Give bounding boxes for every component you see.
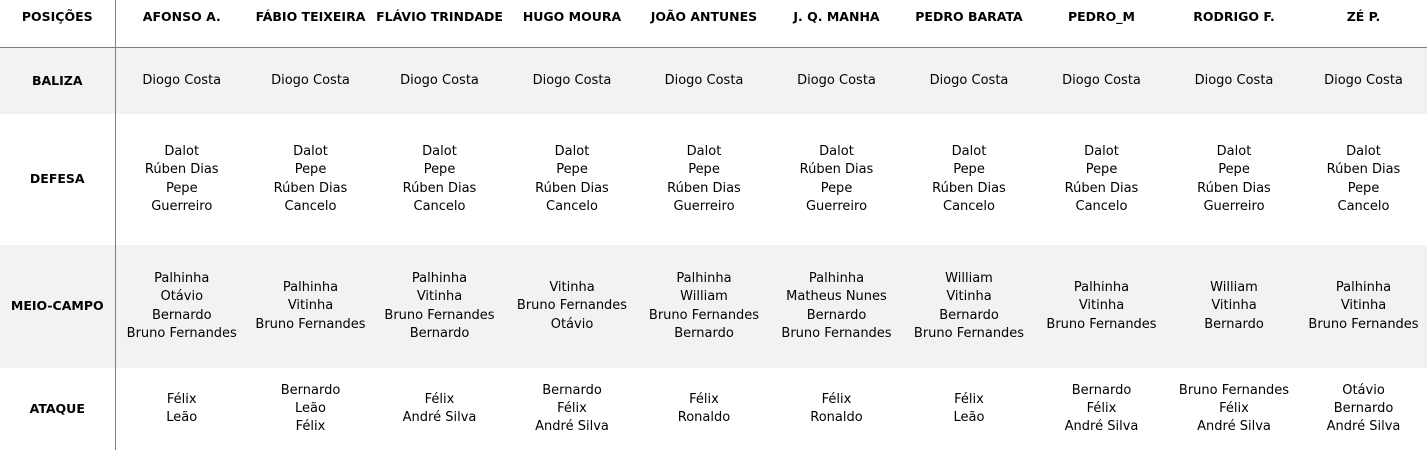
player-name: André Silva — [535, 419, 609, 435]
player-name: Bernardo — [1333, 400, 1394, 416]
player-name: Diogo Costa — [1324, 72, 1403, 88]
player-name: Pepe — [953, 162, 985, 178]
position-label: ATAQUE — [0, 368, 115, 450]
player-name: Rúben Dias — [1326, 162, 1401, 178]
position-row-defesa — [0, 114, 1427, 245]
player-name: Diogo Costa — [532, 72, 612, 88]
position-row-meio-campo — [0, 245, 1427, 368]
player-name: Pepe — [1085, 162, 1118, 178]
player-name: Bernardo — [1204, 316, 1264, 332]
picks-cell — [115, 48, 248, 115]
player-name: Pepe — [294, 162, 327, 178]
player-name: Rúben Dias — [535, 180, 609, 196]
player-name: Pepe — [1218, 162, 1250, 178]
picks-cell — [638, 368, 770, 450]
picks-cell — [1168, 245, 1300, 368]
player-name: Rúben Dias — [273, 180, 348, 196]
player-name: Vitinha — [416, 289, 463, 305]
positions-header: POSIÇÕES — [0, 0, 115, 48]
player-name: Dalot — [1216, 143, 1252, 159]
player-name: Bernardo — [151, 307, 212, 323]
player-name: Bruno Fernandes — [781, 325, 892, 341]
person-header: J. Q. MANHA — [793, 9, 880, 25]
player-name: Dalot — [554, 143, 590, 159]
person-header: JOÃO ANTUNES — [650, 9, 758, 25]
player-name: Bruno Fernandes — [1178, 382, 1290, 398]
player-name: Vitinha — [1340, 298, 1387, 314]
picks-cell — [506, 368, 638, 450]
player-name: Otávio — [1342, 382, 1385, 398]
player-name: Cancelo — [413, 198, 466, 214]
player-name: Palhinha — [808, 270, 865, 286]
lineup-body — [0, 48, 1427, 450]
player-name: Dalot — [686, 143, 722, 159]
picks-cell — [1168, 48, 1300, 115]
player-name: Diogo Costa — [142, 72, 222, 88]
picks-cell — [770, 368, 903, 450]
player-name: Rúben Dias — [144, 162, 219, 178]
position-row-ataque — [0, 368, 1427, 450]
person-header: RODRIGO F. — [1193, 9, 1275, 25]
player-name: Bruno Fernandes — [913, 325, 1025, 341]
person-header: PEDRO_M — [1067, 9, 1136, 25]
picks-cell — [638, 114, 770, 245]
picks-cell — [373, 245, 506, 368]
picks-cell — [1035, 368, 1168, 450]
player-name: Bruno Fernandes — [648, 307, 760, 323]
player-name: André Silva — [1197, 419, 1271, 435]
player-name: Félix — [295, 419, 326, 435]
person-header: ZÉ P. — [1346, 9, 1381, 25]
player-name: Bruno Fernandes — [1308, 316, 1419, 332]
player-name: Bernardo — [806, 307, 867, 323]
picks-cell — [373, 368, 506, 450]
player-name: Pepe — [1347, 180, 1380, 196]
player-name: Cancelo — [546, 198, 598, 214]
player-name: Rúben Dias — [1064, 180, 1139, 196]
picks-cell — [1300, 368, 1427, 450]
player-name: Dalot — [293, 143, 328, 159]
picks-cell — [115, 114, 248, 245]
player-name: Diogo Costa — [1194, 72, 1274, 88]
picks-cell — [638, 48, 770, 115]
picks-cell — [248, 114, 373, 245]
player-name: Dalot — [819, 143, 854, 159]
position-row-baliza — [0, 48, 1427, 115]
player-name: Bruno Fernandes — [126, 325, 237, 341]
player-name: Vitinha — [287, 298, 334, 314]
player-name: Pepe — [820, 180, 853, 196]
player-name: Leão — [295, 400, 326, 416]
person-header: PEDRO BARATA — [915, 9, 1023, 25]
player-name: Dalot — [422, 143, 457, 159]
picks-cell — [903, 245, 1035, 368]
picks-cell — [1168, 114, 1300, 245]
player-name: Diogo Costa — [1062, 72, 1141, 88]
picks-cell — [115, 245, 248, 368]
player-name: Palhinha — [1335, 280, 1392, 296]
picks-cell — [1300, 245, 1427, 368]
player-name: Bruno Fernandes — [1046, 316, 1157, 332]
player-name: Palhinha — [411, 270, 468, 286]
picks-cell — [248, 368, 373, 450]
player-name: Cancelo — [1075, 198, 1128, 214]
player-name: Vitinha — [1211, 298, 1257, 314]
player-name: Palhinha — [282, 280, 339, 296]
player-name: Félix — [166, 391, 197, 407]
player-name: Bernardo — [409, 325, 470, 341]
player-name: Félix — [954, 391, 984, 407]
player-name: Bernardo — [674, 325, 734, 341]
player-name: Félix — [1219, 400, 1249, 416]
player-name: Rúben Dias — [402, 180, 477, 196]
player-name: William — [1210, 280, 1258, 296]
person-header: FÁBIO TEIXEIRA — [255, 9, 366, 25]
player-name: Guerreiro — [151, 198, 213, 214]
player-name: Palhinha — [1073, 280, 1130, 296]
player-name: Rúben Dias — [1197, 180, 1271, 196]
player-name: Cancelo — [943, 198, 995, 214]
player-name: Palhinha — [676, 270, 732, 286]
player-name: Diogo Costa — [797, 72, 876, 88]
player-name: Palhinha — [154, 270, 210, 286]
picks-cell — [903, 114, 1035, 245]
player-name: Matheus Nunes — [786, 289, 887, 305]
picks-cell — [903, 368, 1035, 450]
player-name: Otávio — [160, 289, 204, 305]
player-name: Rúben Dias — [799, 162, 874, 178]
player-name: Pepe — [688, 162, 720, 178]
player-name: Ronaldo — [677, 410, 731, 425]
player-name: William — [680, 289, 728, 305]
picks-cell — [1300, 48, 1427, 115]
player-name: Guerreiro — [805, 198, 868, 214]
player-name: Dalot — [951, 143, 987, 159]
picks-cell — [903, 48, 1035, 115]
person-header: AFONSO A. — [142, 9, 221, 25]
player-name: Diogo Costa — [664, 72, 744, 88]
player-name: Rúben Dias — [667, 180, 741, 196]
player-name: Félix — [821, 391, 852, 407]
player-name: Leão — [953, 410, 985, 425]
player-name: Dalot — [164, 143, 200, 159]
player-name: Bruno Fernandes — [255, 316, 366, 332]
player-name: Vitinha — [1078, 298, 1125, 314]
picks-cell — [1035, 114, 1168, 245]
player-name: Pepe — [556, 162, 588, 178]
picks-cell — [1168, 368, 1300, 450]
player-name: Diogo Costa — [929, 72, 1009, 88]
header-row — [0, 0, 1427, 48]
player-name: Félix — [424, 391, 455, 407]
player-name: Vitinha — [549, 280, 595, 296]
picks-cell — [1300, 114, 1427, 245]
picks-cell — [248, 245, 373, 368]
player-name: Félix — [689, 391, 719, 407]
player-name: Pepe — [165, 180, 198, 196]
player-name: Guerreiro — [1203, 198, 1265, 214]
picks-cell — [770, 48, 903, 115]
player-name: Otávio — [550, 316, 594, 332]
player-name: Bruno Fernandes — [516, 298, 628, 314]
person-header: HUGO MOURA — [522, 9, 622, 25]
player-name: William — [945, 270, 993, 286]
player-name: Félix — [1086, 400, 1117, 416]
player-name: Bernardo — [280, 382, 341, 398]
player-name: Bernardo — [1071, 382, 1132, 398]
player-name: Dalot — [1346, 143, 1381, 159]
position-label: BALIZA — [0, 48, 115, 115]
position-label: MEIO-CAMPO — [0, 245, 115, 368]
player-name: Félix — [557, 400, 587, 416]
picks-cell — [770, 114, 903, 245]
picks-cell — [770, 245, 903, 368]
player-name: Cancelo — [284, 198, 337, 214]
player-name: Diogo Costa — [400, 72, 479, 88]
picks-cell — [506, 48, 638, 115]
picks-cell — [248, 48, 373, 115]
player-name: Rúben Dias — [932, 180, 1006, 196]
picks-cell — [373, 48, 506, 115]
player-name: Vitinha — [946, 289, 992, 305]
position-label: DEFESA — [0, 114, 115, 245]
player-name: André Silva — [1326, 419, 1401, 435]
player-name: Bruno Fernandes — [384, 307, 495, 323]
player-name: Leão — [166, 410, 198, 425]
player-name: Ronaldo — [810, 410, 863, 425]
picks-cell — [115, 368, 248, 450]
player-name: Bernardo — [542, 382, 602, 398]
player-name: Bernardo — [939, 307, 999, 323]
picks-cell — [638, 245, 770, 368]
player-name: Guerreiro — [673, 198, 735, 214]
player-name: Pepe — [423, 162, 456, 178]
player-name: Diogo Costa — [271, 72, 350, 88]
player-name: Dalot — [1084, 143, 1119, 159]
person-header: FLÁVIO TRINDADE — [376, 9, 503, 25]
player-name: André Silva — [402, 410, 477, 425]
picks-cell — [1035, 245, 1168, 368]
picks-cell — [506, 245, 638, 368]
picks-cell — [373, 114, 506, 245]
picks-cell — [506, 114, 638, 245]
player-name: André Silva — [1064, 419, 1139, 435]
player-name: Cancelo — [1337, 198, 1390, 214]
picks-cell — [1035, 48, 1168, 115]
